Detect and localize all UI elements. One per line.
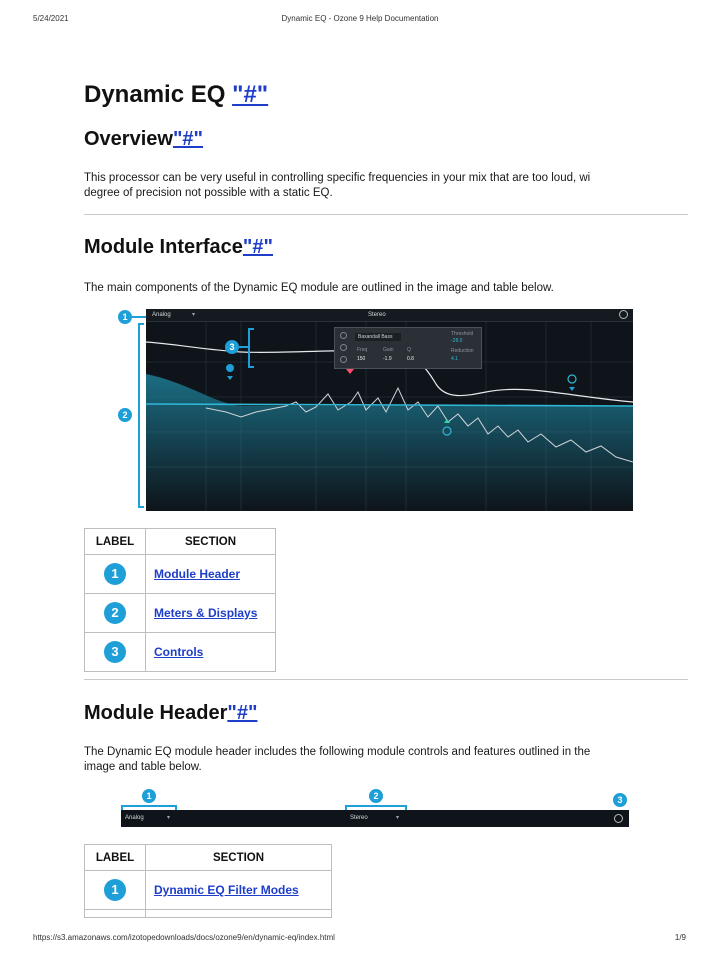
module-interface-table [84,528,276,672]
page-title-anchor-link[interactable]: "#" [232,81,269,108]
module-header-heading-text: Module Header [84,702,228,724]
eq-node-6 [568,375,576,391]
module-header-paragraph [84,745,688,775]
screenshot-stereo-select: Stereo [368,312,386,318]
q-value: 0.8 [407,356,414,362]
module-interface-heading-text: Module Interface [84,236,243,258]
section-cell [146,594,276,633]
label-cell [85,555,146,594]
column-header-label: LABEL [85,529,146,555]
threshold-marker [346,369,354,374]
page-title-text: Dynamic EQ [84,81,233,108]
filter-modes-link[interactable]: Dynamic EQ Filter Modes [154,883,299,897]
gear-icon [619,310,628,319]
threshold-value: -28.0 [451,338,463,344]
overview-paragraph [84,171,688,201]
screenshot-module-header [146,309,633,322]
gear-icon [614,814,623,823]
module-header-heading [84,702,257,725]
print-date: 5/24/2021 [33,14,69,23]
freq-value: 150 [357,356,366,362]
strip-stereo-select: Stereo [350,815,368,821]
close-icon [340,356,347,363]
table-row [85,555,276,594]
label-cell [85,633,146,672]
label-cell [85,871,146,910]
overview-line-2: degree of precision not possible with a static EQ. [84,187,333,199]
table-row [85,871,332,910]
callout-3-bracket [248,328,254,368]
chevron-down-icon: ▾ [192,312,196,318]
overview-heading-text: Overview [84,128,173,150]
filter-type-select: Baxandall Bass [355,333,401,341]
partial-cell [146,910,332,918]
number-badge: 2 [104,602,126,624]
table-header-row [85,529,276,555]
table-row-partial [85,910,332,918]
band-solo-icon [340,344,347,351]
callout-2-bracket [138,323,144,508]
controls-link[interactable]: Controls [154,645,204,659]
module-header-strip [121,810,629,827]
q-label: Q [407,347,411,353]
section-cell [146,555,276,594]
column-header-label: LABEL [85,845,146,871]
document-body [84,0,688,960]
number-badge: 1 [104,563,126,585]
gain-label: Gain [383,347,394,353]
screenshot-mode-select: Analog [152,312,171,318]
number-badge: 3 [104,641,126,663]
section-cell [146,871,332,910]
column-header-section: SECTION [146,845,332,871]
print-url: https://s3.amazonaws.com/izotopedownloads/docs/ozone9/en/dynamic-eq/index.html [33,933,335,942]
overview-anchor-link[interactable]: "#" [172,128,204,150]
callout-3: 3 [225,340,239,354]
partial-cell [85,910,146,918]
strip-mode-select: Analog [125,815,144,821]
module-header-line-1: The Dynamic EQ module header includes the following module controls and features outlined in the [84,746,591,758]
band-controls-panel [334,327,482,369]
module-header-table [84,844,332,918]
freq-label: Freq [357,347,368,353]
column-header-section: SECTION [146,529,276,555]
strip-callout-3: 3 [613,793,627,807]
gain-value: -1.9 [383,356,392,362]
threshold-label: Threshold [451,331,474,337]
page-title [84,81,268,109]
chevron-down-icon: ▾ [396,815,400,821]
table-row [85,633,276,672]
module-header-link[interactable]: Module Header [154,567,241,581]
overview-line-1: This processor can be very useful in controlling specific frequencies in your mix that are too loud, wi [84,172,591,184]
callout-1-leader [132,316,146,318]
reduction-value: 4.1 [451,356,458,362]
overview-heading [84,128,203,151]
table-header-row [85,845,332,871]
section-divider [84,214,688,215]
eq-node-1 [226,364,234,380]
strip-callout-1: 1 [142,789,156,803]
section-cell [146,633,276,672]
number-badge: 1 [104,879,126,901]
page-number: 1/9 [674,933,686,942]
module-header-line-2: image and table below. [84,761,202,773]
callout-1: 1 [118,310,132,324]
module-interface-paragraph: The main components of the Dynamic EQ module are outlined in the image and table below. [84,282,554,294]
module-header-anchor-link[interactable]: "#" [227,702,258,724]
print-title: Dynamic EQ - Ozone 9 Help Documentation [281,14,439,23]
label-cell [85,594,146,633]
strip-callout-2: 2 [369,789,383,803]
chevron-down-icon: ▾ [167,815,171,821]
band-enable-icon [340,332,347,339]
table-row [85,594,276,633]
reduction-label: Reduction [451,348,474,354]
module-interface-heading [84,236,273,259]
module-interface-anchor-link[interactable]: "#" [242,236,274,258]
section-divider [84,679,688,680]
eq-curve-fill [146,374,633,511]
meters-displays-link[interactable]: Meters & Displays [154,606,258,620]
callout-2: 2 [118,408,132,422]
